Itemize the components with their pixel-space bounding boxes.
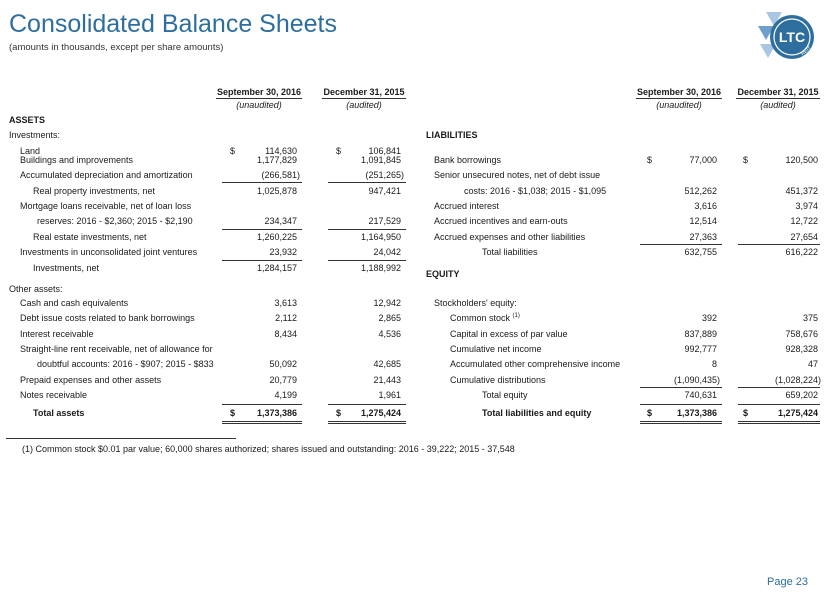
distributions-v1: (1,090,435) bbox=[673, 375, 720, 385]
left-col1-header: September 30, 2016 bbox=[216, 87, 302, 97]
table-row bbox=[420, 183, 830, 199]
total-assets-label: Total assets bbox=[33, 408, 85, 418]
investments-heading-row bbox=[0, 127, 420, 143]
total-liabilities-v2: 616,222 bbox=[785, 247, 818, 257]
real-prop-v1: 1,025,878 bbox=[256, 186, 297, 196]
senior-label-b: costs: 2016 - $1,038; 2015 - $1,095 bbox=[464, 186, 607, 196]
table-row bbox=[420, 387, 830, 403]
prepaid-label: Prepaid expenses and other assets bbox=[20, 375, 162, 385]
accum-dep-v1: (266,581) bbox=[261, 170, 300, 180]
footnote: (1) Common stock $0.01 par value; 60,000 shares authorized; shares issued and outstanding: 2016 - 39,222; 2015 - 37,548 bbox=[22, 444, 515, 454]
incentives-v1: 12,514 bbox=[689, 216, 717, 226]
aoci-v2: 47 bbox=[807, 359, 818, 369]
cash-v1: 3,613 bbox=[274, 298, 297, 308]
table-row bbox=[0, 356, 420, 372]
equity-heading-row bbox=[420, 266, 830, 282]
real-prop-v2: 947,421 bbox=[368, 186, 401, 196]
accrued-exp-v1: 27,363 bbox=[689, 232, 717, 242]
total-equity-v1: 740,631 bbox=[684, 390, 717, 400]
real-prop-label: Real property investments, net bbox=[33, 186, 156, 196]
buildings-label: Buildings and improvements bbox=[20, 155, 134, 165]
ltc-reit-logo bbox=[754, 8, 818, 64]
table-row bbox=[0, 167, 420, 183]
straight-v1: 50,092 bbox=[269, 359, 297, 369]
stockholders-heading: Stockholders' equity: bbox=[434, 298, 517, 308]
assets-heading: ASSETS bbox=[9, 115, 46, 125]
table-row bbox=[0, 229, 420, 245]
table-row bbox=[420, 310, 830, 326]
mortgage-v2: 217,529 bbox=[368, 216, 401, 226]
right-col1-header: September 30, 2016 bbox=[636, 87, 722, 97]
total-equity-v2: 659,202 bbox=[785, 390, 818, 400]
table-row bbox=[420, 341, 830, 357]
currency-symbol: $ bbox=[230, 408, 236, 418]
page-subtitle: (amounts in thousands, except per share amounts) bbox=[9, 42, 224, 53]
straight-label-b: doubtful accounts: 2016 - $907; 2015 - $833 bbox=[37, 359, 214, 369]
table-row bbox=[420, 213, 830, 229]
table-row bbox=[0, 152, 420, 168]
currency-symbol: $ bbox=[336, 146, 342, 156]
distributions-v2: (1,028,224) bbox=[774, 375, 821, 385]
straight-v2: 42,685 bbox=[373, 359, 401, 369]
liabilities-heading-row bbox=[420, 127, 830, 143]
bank-v2: 120,500 bbox=[785, 155, 818, 165]
accum-dep-v2: (251,265) bbox=[365, 170, 404, 180]
table-row bbox=[420, 405, 830, 421]
aoci-v1: 8 bbox=[711, 359, 717, 369]
common-v1: 392 bbox=[701, 313, 717, 323]
assets-heading-row bbox=[0, 112, 420, 128]
incentives-label: Accrued incentives and earn-outs bbox=[434, 216, 568, 226]
total-liab-equity-v2: 1,275,424 bbox=[777, 408, 818, 418]
table-row bbox=[0, 326, 420, 342]
table-row bbox=[420, 244, 830, 260]
straight-label-a: Straight-line rent receivable, net of allowance for bbox=[20, 344, 213, 354]
table-row bbox=[0, 198, 420, 214]
notes-v1: 4,199 bbox=[274, 390, 297, 400]
other-assets-heading: Other assets: bbox=[9, 284, 63, 294]
stockholders-heading-row bbox=[420, 295, 830, 311]
interest-v1: 8,434 bbox=[274, 329, 297, 339]
total-liab-equity-label: Total liabilities and equity bbox=[482, 408, 592, 418]
table-row bbox=[420, 229, 830, 245]
real-estate-label: Real estate investments, net bbox=[33, 232, 147, 242]
interest-label: Interest receivable bbox=[20, 329, 94, 339]
table-row bbox=[420, 167, 830, 183]
joint-ventures-label: Investments in unconsolidated joint ventures bbox=[20, 247, 198, 257]
accrued-interest-v1: 3,616 bbox=[694, 201, 717, 211]
equity-heading: EQUITY bbox=[426, 269, 460, 279]
notes-label: Notes receivable bbox=[20, 390, 88, 400]
left-col2-sub: (audited) bbox=[346, 100, 382, 110]
total-liab-equity-v1: 1,373,386 bbox=[676, 408, 717, 418]
investments-net-v1: 1,284,157 bbox=[256, 263, 297, 273]
capital-v1: 837,889 bbox=[684, 329, 717, 339]
table-row bbox=[0, 213, 420, 229]
senior-v2: 451,372 bbox=[785, 186, 818, 196]
table-row bbox=[420, 372, 830, 388]
aoci-label: Accumulated other comprehensive income bbox=[450, 359, 621, 369]
total-liabilities-v1: 632,755 bbox=[684, 247, 717, 257]
accrued-interest-label: Accrued interest bbox=[434, 201, 500, 211]
table-row bbox=[420, 152, 830, 168]
interest-v2: 4,536 bbox=[378, 329, 401, 339]
right-col2-sub: (audited) bbox=[760, 100, 796, 110]
table-row bbox=[0, 372, 420, 388]
mortgage-label-b: reserves: 2016 - $2,360; 2015 - $2,190 bbox=[37, 216, 193, 226]
logo-sub-text: REIT bbox=[800, 45, 813, 58]
table-row bbox=[420, 198, 830, 214]
table-row bbox=[420, 356, 830, 372]
investments-net-label: Investments, net bbox=[33, 263, 100, 273]
distributions-label: Cumulative distributions bbox=[450, 375, 546, 385]
table-row bbox=[0, 183, 420, 199]
table-row bbox=[0, 295, 420, 311]
buildings-v1: 1,177,829 bbox=[256, 155, 297, 165]
prepaid-v2: 21,443 bbox=[373, 375, 401, 385]
land-v1: 114,630 bbox=[265, 146, 297, 156]
bank-label: Bank borrowings bbox=[434, 155, 502, 165]
left-col1-sub: (unaudited) bbox=[236, 100, 282, 110]
table-row bbox=[0, 310, 420, 326]
currency-symbol: $ bbox=[647, 408, 653, 418]
total-liabilities-label: Total liabilities bbox=[482, 247, 538, 257]
currency-symbol: $ bbox=[743, 408, 749, 418]
senior-v1: 512,262 bbox=[684, 186, 717, 196]
debt-issue-v1: 2,112 bbox=[275, 313, 297, 323]
joint-ventures-v2: 24,042 bbox=[373, 247, 401, 257]
table-row bbox=[0, 387, 420, 403]
mortgage-label-a: Mortgage loans receivable, net of loan loss bbox=[20, 201, 192, 211]
net-income-label: Cumulative net income bbox=[450, 344, 542, 354]
mortgage-v1: 234,347 bbox=[264, 216, 297, 226]
footnote-rule bbox=[6, 438, 236, 439]
table-row bbox=[0, 341, 420, 357]
senior-label-a: Senior unsecured notes, net of debt issue bbox=[434, 170, 601, 180]
land-v2: 106,841 bbox=[368, 146, 401, 156]
total-equity-label: Total equity bbox=[482, 390, 528, 400]
capital-v2: 758,676 bbox=[785, 329, 818, 339]
incentives-v2: 12,722 bbox=[790, 216, 818, 226]
land-label: Land bbox=[20, 146, 41, 156]
currency-symbol: $ bbox=[230, 146, 236, 156]
joint-ventures-v1: 23,932 bbox=[269, 247, 297, 257]
currency-symbol: $ bbox=[647, 155, 653, 165]
table-row bbox=[420, 326, 830, 342]
left-col2-header: December 31, 2015 bbox=[323, 87, 405, 97]
capital-label: Capital in excess of par value bbox=[450, 329, 568, 339]
common-stock-label: Common stock bbox=[450, 313, 511, 323]
right-col2-header: December 31, 2015 bbox=[737, 87, 819, 97]
accrued-exp-label: Accrued expenses and other liabilities bbox=[434, 232, 586, 242]
cash-v2: 12,942 bbox=[373, 298, 401, 308]
prepaid-v1: 20,779 bbox=[269, 375, 297, 385]
currency-symbol: $ bbox=[336, 408, 342, 418]
total-assets-v1: 1,373,386 bbox=[256, 408, 297, 418]
common-stock-footnote-ref: (1) bbox=[512, 313, 520, 319]
liabilities-heading: LIABILITIES bbox=[426, 130, 478, 140]
real-estate-v2: 1,164,950 bbox=[360, 232, 401, 242]
real-estate-v1: 1,260,225 bbox=[256, 232, 297, 242]
table-row bbox=[0, 260, 420, 276]
accum-dep-label: Accumulated depreciation and amortization bbox=[20, 170, 193, 180]
page-number: Page 23 bbox=[767, 576, 808, 588]
currency-symbol: $ bbox=[743, 155, 749, 165]
table-row bbox=[0, 244, 420, 260]
total-assets-v2: 1,275,424 bbox=[360, 408, 401, 418]
logo-text: LTC bbox=[778, 29, 806, 45]
investments-net-v2: 1,188,992 bbox=[360, 263, 401, 273]
table-row bbox=[0, 405, 420, 421]
cash-label: Cash and cash equivalents bbox=[20, 298, 129, 308]
debt-issue-v2: 2,865 bbox=[378, 313, 401, 323]
buildings-v2: 1,091,845 bbox=[360, 155, 401, 165]
notes-v2: 1,961 bbox=[378, 390, 401, 400]
common-v2: 375 bbox=[802, 313, 818, 323]
accrued-interest-v2: 3,974 bbox=[795, 201, 818, 211]
accrued-exp-v2: 27,654 bbox=[790, 232, 818, 242]
net-income-v1: 992,777 bbox=[684, 344, 717, 354]
net-income-v2: 928,328 bbox=[785, 344, 818, 354]
page-title: Consolidated Balance Sheets bbox=[9, 10, 338, 38]
debt-issue-label: Debt issue costs related to bank borrowings bbox=[20, 313, 195, 323]
investments-heading: Investments: bbox=[9, 130, 61, 140]
bank-v1: 77,000 bbox=[689, 155, 717, 165]
right-col1-sub: (unaudited) bbox=[656, 100, 702, 110]
